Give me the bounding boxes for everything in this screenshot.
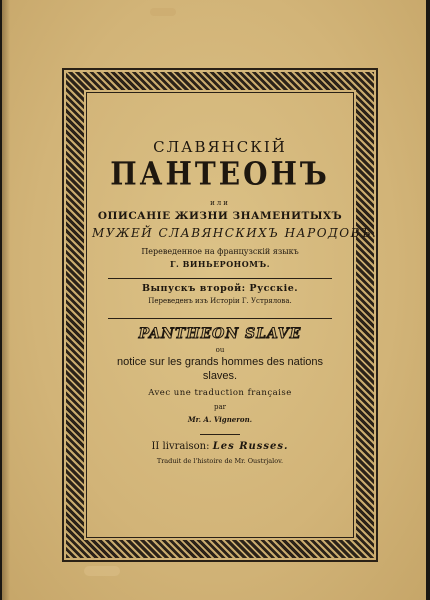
short-divider [200, 434, 240, 435]
ru-title-line1: СЛАВЯНСКІЙ [153, 138, 287, 156]
fr-translator: Mr. A. Vigneron. [187, 415, 253, 424]
paper-stain [84, 566, 120, 576]
ru-subtitle-line1: ОПИСАНІЕ ЖИЗНИ ЗНАМЕНИТЫХЪ [97, 210, 343, 222]
ru-translator: Г. ВИНЬЕРОНОМЪ. [170, 259, 270, 269]
fr-source-note: Traduit de l'histoire de Mr. Oustrjalov. [156, 457, 284, 465]
divider-rule [108, 278, 332, 279]
ru-subtitle-line2: МУЖЕЙ СЛАВЯНСКИХЪ НАРОДОВЪ. [92, 226, 378, 240]
paper-stain [150, 8, 176, 16]
fr-livraison [92, 441, 348, 452]
ru-translation-note: Переведенное на французскій языкъ [141, 247, 299, 256]
fr-livraison-title: Les Russes. [212, 441, 289, 452]
fr-subtitle-line1: notice sur les grands hommes des nations [116, 356, 324, 368]
fr-translation-note: Avec une traduction française [148, 388, 292, 398]
fr-ou: ou [215, 346, 225, 354]
divider-rule [108, 318, 332, 319]
ru-main-title: ПАНТЕОНЪ [110, 154, 330, 193]
ru-issue-source: Переведенъ изъ Исторіи Г. Устрялова. [148, 297, 292, 305]
fr-livraison-label: II livraison: [151, 441, 210, 452]
page-edge-shadow [2, 0, 10, 600]
title-page-content [92, 100, 378, 530]
fr-main-title: PANTHEON SLAVE [138, 326, 302, 342]
fr-par: par [213, 403, 226, 411]
ru-issue: Выпускъ второй: Русскіе. [141, 283, 299, 294]
fr-subtitle-line2: slaves. [202, 370, 238, 382]
ru-ili: или [210, 199, 230, 207]
